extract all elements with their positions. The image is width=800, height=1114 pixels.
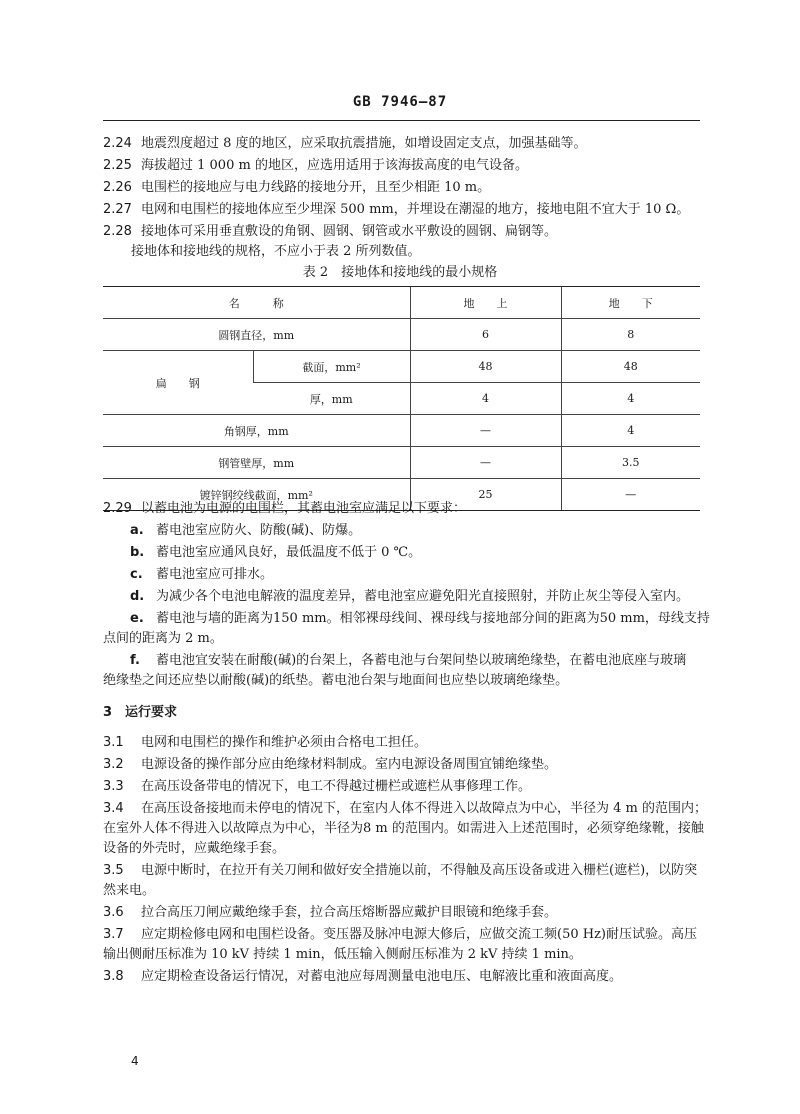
value-above: 4 <box>410 383 561 415</box>
clause-2-29 <box>103 500 704 518</box>
clause-number: 3.2 <box>103 757 124 772</box>
item-letter: b. <box>130 545 145 560</box>
list-item-f <box>130 652 704 670</box>
table-row <box>103 351 700 383</box>
spec-table <box>103 286 700 511</box>
value-below: — <box>561 479 700 511</box>
clause-number: 3.4 <box>103 801 124 816</box>
section-3-title: 3 运行要求 <box>103 705 178 720</box>
item-text: 为减少各个电池电解液的温度差异，蓄电池室应避免阳光直接照射，并防止灰尘等侵入室内。 <box>156 589 690 604</box>
item-text: 蓄电池室应通风良好，最低温度不低于 0 ℃。 <box>156 545 422 560</box>
value-below: 3.5 <box>561 447 700 479</box>
clause-text: 电网和电围栏的操作和维护必须由合格电工担任。 <box>141 735 428 750</box>
list-item-a <box>130 522 704 540</box>
item-text: 蓄电池室应可排水。 <box>156 567 274 582</box>
clause-2-28 <box>103 223 704 241</box>
item-letter: e. <box>130 611 144 626</box>
value-above: 6 <box>410 319 561 351</box>
table-row <box>103 447 700 479</box>
clause-number: 2.28 <box>103 224 132 239</box>
clause-3-5-continuation: 然来电。 <box>103 883 156 898</box>
value-above: — <box>410 447 561 479</box>
clause-text: 地震烈度超过 8 度的地区，应采取抗震措施，如增设固定支点，加强基础等。 <box>141 136 587 151</box>
table-caption: 表 2 接地体和接地线的最小规格 <box>302 265 498 280</box>
clause-3-1 <box>103 734 704 752</box>
item-letter: a. <box>130 523 144 538</box>
clause-number: 3.5 <box>103 863 124 878</box>
clause-3-6 <box>103 904 704 922</box>
header-above-ground: 地 上 <box>410 287 561 319</box>
clause-2-26 <box>103 179 704 197</box>
row-label: 镀锌钢绞线截面，mm² <box>103 479 410 511</box>
page-number: 4 <box>131 1054 139 1068</box>
clause-number: 3.6 <box>103 905 124 920</box>
clause-number: 3.1 <box>103 735 124 750</box>
clause-number: 2.25 <box>103 158 132 173</box>
clause-number: 2.24 <box>103 136 132 151</box>
row-label: 钢管壁厚，mm <box>103 447 410 479</box>
list-item-e-continuation: 点间的距离为 2 m。 <box>103 631 223 646</box>
list-item-f-continuation: 绝缘垫之间还应垫以耐酸(碱)的纸垫。蓄电池台架与地面间也应垫以玻璃绝缘垫。 <box>103 673 569 688</box>
clause-2-28-continuation: 接地体和接地线的规格，不应小于表 2 所列数值。 <box>131 244 421 259</box>
table-header-row <box>103 287 700 319</box>
clause-text: 在高压设备接地而未停电的情况下，在室内人体不得进入以故障点为中心，半径为 4 m 的范围内； <box>141 801 707 816</box>
clause-3-5 <box>103 862 704 880</box>
row-label: 厚，mm <box>253 383 410 415</box>
value-above: 25 <box>410 479 561 511</box>
item-letter: d. <box>130 589 145 604</box>
list-item-c <box>130 566 704 584</box>
clause-3-7-continuation: 输出侧耐压标准为 10 kV 持续 1 min，低压输入侧耐压标准为 2 kV 持续 1 min。 <box>103 947 582 962</box>
clause-number: 3.7 <box>103 927 124 942</box>
row-label: 圆钢直径，mm <box>103 319 410 351</box>
list-item-d <box>130 588 704 606</box>
clause-3-4 <box>103 800 707 818</box>
clause-3-2 <box>103 756 704 774</box>
value-below: 4 <box>561 383 700 415</box>
value-above: — <box>410 415 561 447</box>
value-below: 8 <box>561 319 700 351</box>
row-group-label: 扁 钢 <box>103 351 253 415</box>
table-row <box>103 319 700 351</box>
clause-3-3 <box>103 778 704 796</box>
clause-text: 应定期检查设备运行情况，对蓄电池应每周测量电池电压、电解液比重和液面高度。 <box>141 969 623 984</box>
clause-2-24 <box>103 135 704 153</box>
clause-text: 电源中断时，在拉开有关刀闸和做好安全措施以前，不得触及高压设备或进入栅栏(遮栏)，以防突 <box>141 863 698 878</box>
value-above: 48 <box>410 351 561 383</box>
header-name: 名 称 <box>103 287 410 319</box>
value-below: 48 <box>561 351 700 383</box>
item-text: 蓄电池宜安装在耐酸(碱)的台架上，各蓄电池与台架间垫以玻璃绝缘垫，在蓄电池底座与玻璃 <box>156 653 687 668</box>
clause-text: 以蓄电池为电源的电围栏，其蓄电池室应满足以下要求： <box>141 501 467 516</box>
clause-text: 电源设备的操作部分应由绝缘材料制成。室内电源设备周围宜铺绝缘垫。 <box>141 757 558 772</box>
clause-2-27 <box>103 201 704 219</box>
item-letter: c. <box>130 567 143 582</box>
document-header: GB 7946—87 <box>352 94 448 110</box>
row-label: 截面，mm² <box>253 351 410 383</box>
clause-text: 海拔超过 1 000 m 的地区，应选用适用于该海拔高度的电气设备。 <box>141 158 528 173</box>
clause-text: 在高压设备带电的情况下，电工不得越过栅栏或遮栏从事修理工作。 <box>141 779 532 794</box>
clause-text: 应定期检修电网和电围栏设备。变压器及脉冲电源大修后，应做交流工频(50 Hz)耐压试验。高压 <box>141 927 698 942</box>
item-text: 蓄电池室应防火、防酸(碱)、防爆。 <box>156 523 362 538</box>
value-below: 4 <box>561 415 700 447</box>
clause-text: 电网和电围栏的接地体应至少埋深 500 mm，并埋设在潮湿的地方，接地电阻不宜大于 10 Ω。 <box>141 202 690 217</box>
clause-text: 拉合高压刀闸应戴绝缘手套，拉合高压熔断器应戴护目眼镜和绝缘手套。 <box>141 905 558 920</box>
item-text: 蓄电池与墙的距离为150 mm。相邻裸母线间、裸母线与接地部分间的距离为50 mm，母线支持 <box>156 611 710 626</box>
clause-3-4-continuation: 设备的外壳时，应戴绝缘手套。 <box>103 841 286 856</box>
clause-number: 2.26 <box>103 180 132 195</box>
clause-3-7 <box>103 926 704 944</box>
header-rule <box>103 120 700 121</box>
clause-3-8 <box>103 968 704 986</box>
clause-number: 2.27 <box>103 202 132 217</box>
clause-text: 电围栏的接地应与电力线路的接地分开，且至少相距 10 m。 <box>141 180 491 195</box>
clause-3-4-continuation: 在室外人体不得进入以故障点为中心，半径为8 m 的范围内。如需进入上述范围时，必须穿绝缘靴，接触 <box>103 821 704 836</box>
clause-2-25 <box>103 157 704 175</box>
clause-text: 接地体可采用垂直敷设的角钢、圆钢、钢管或水平敷设的圆钢、扁钢等。 <box>141 224 558 239</box>
table-row <box>103 415 700 447</box>
list-item-e <box>130 610 710 628</box>
clause-number: 3.8 <box>103 969 124 984</box>
item-letter: f. <box>130 653 140 668</box>
row-label: 角钢厚，mm <box>103 415 410 447</box>
clause-number: 3.3 <box>103 779 124 794</box>
clause-number: 2.29 <box>103 501 132 516</box>
list-item-b <box>130 544 704 562</box>
header-below-ground: 地 下 <box>561 287 700 319</box>
